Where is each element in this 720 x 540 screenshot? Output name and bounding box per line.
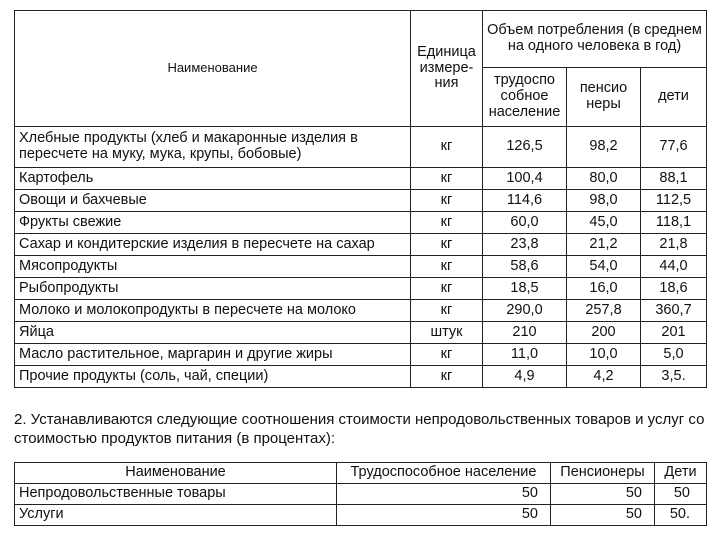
children-value: 118,1 — [641, 212, 707, 234]
working-value: 11,0 — [483, 344, 567, 366]
children-value: 360,7 — [641, 300, 707, 322]
children-value: 3,5. — [641, 366, 707, 388]
children-value: 21,8 — [641, 234, 707, 256]
unit-cell: кг — [411, 344, 483, 366]
children-header: дети — [641, 68, 707, 127]
product-name: Сахар и кондитерские изделия в пересчете на сахар — [15, 234, 411, 256]
working-value: 114,6 — [483, 190, 567, 212]
children-value: 201 — [641, 322, 707, 344]
pensioners-value: 21,2 — [567, 234, 641, 256]
working-value: 100,4 — [483, 168, 567, 190]
table-row — [15, 300, 707, 322]
working-value: 4,9 — [483, 366, 567, 388]
table-row — [15, 366, 707, 388]
name-column-header: Наименование — [15, 11, 411, 127]
table-row — [15, 127, 707, 168]
table-row — [15, 190, 707, 212]
ratio-paragraph: 2. Устанавливаются следующие соотношения стоимости непродовольственных товаров и услуг со стоимостью продуктов питания (в процентах): — [14, 411, 705, 447]
consumption-table-header — [15, 11, 707, 68]
product-name: Молоко и молокопродукты в пересчете на молоко — [15, 300, 411, 322]
product-name: Фрукты свежие — [15, 212, 411, 234]
unit-column-header: Единица измере-ния — [411, 11, 483, 127]
working-value: 50 — [337, 505, 551, 526]
product-name: Мясопродукты — [15, 256, 411, 278]
children-value: 50. — [655, 505, 707, 526]
consumption-table — [14, 10, 707, 388]
product-name: Картофель — [15, 168, 411, 190]
table-row — [15, 278, 707, 300]
working-population-header: Трудоспособное население — [337, 463, 551, 484]
category-name: Непродовольственные товары — [15, 484, 337, 505]
unit-cell: кг — [411, 212, 483, 234]
pensioners-value: 200 — [567, 322, 641, 344]
pensioners-value: 80,0 — [567, 168, 641, 190]
pensioners-header: Пенсионеры — [551, 463, 655, 484]
table-row — [15, 212, 707, 234]
cost-ratio-table-header — [15, 463, 707, 484]
table-row — [15, 322, 707, 344]
product-name: Хлебные продукты (хлеб и макаронные изделия в пересчете на муку, мука, крупы, бобовые) — [15, 127, 411, 168]
pensioners-value: 10,0 — [567, 344, 641, 366]
unit-cell: кг — [411, 168, 483, 190]
table-row — [15, 344, 707, 366]
product-name: Масло растительное, маргарин и другие жиры — [15, 344, 411, 366]
table-row — [15, 234, 707, 256]
children-value: 44,0 — [641, 256, 707, 278]
product-name: Овощи и бахчевые — [15, 190, 411, 212]
unit-cell: кг — [411, 300, 483, 322]
consumption-column-header: Объем потребления (в среднем на одного человека в год) — [483, 11, 707, 68]
unit-cell: кг — [411, 256, 483, 278]
table-row — [15, 484, 707, 505]
working-value: 50 — [337, 484, 551, 505]
working-value: 60,0 — [483, 212, 567, 234]
pensioners-value: 98,2 — [567, 127, 641, 168]
unit-cell: кг — [411, 278, 483, 300]
product-name: Рыбопродукты — [15, 278, 411, 300]
children-header: Дети — [655, 463, 707, 484]
product-name: Прочие продукты (соль, чай, специи) — [15, 366, 411, 388]
working-value: 210 — [483, 322, 567, 344]
children-value: 77,6 — [641, 127, 707, 168]
working-population-header: трудоспо собное население — [483, 68, 567, 127]
unit-cell: штук — [411, 322, 483, 344]
working-value: 290,0 — [483, 300, 567, 322]
pensioners-value: 98,0 — [567, 190, 641, 212]
children-value: 88,1 — [641, 168, 707, 190]
name-column-header: Наименование — [15, 463, 337, 484]
pensioners-header: пенсио неры — [567, 68, 641, 127]
working-value: 18,5 — [483, 278, 567, 300]
working-value: 23,8 — [483, 234, 567, 256]
pensioners-value: 50 — [551, 484, 655, 505]
table-row — [15, 256, 707, 278]
working-value: 126,5 — [483, 127, 567, 168]
cost-ratio-table — [14, 462, 707, 526]
unit-cell: кг — [411, 127, 483, 168]
product-name: Яйца — [15, 322, 411, 344]
unit-cell: кг — [411, 366, 483, 388]
children-value: 18,6 — [641, 278, 707, 300]
table-row — [15, 505, 707, 526]
unit-cell: кг — [411, 234, 483, 256]
working-value: 58,6 — [483, 256, 567, 278]
pensioners-value: 45,0 — [567, 212, 641, 234]
children-value: 50 — [655, 484, 707, 505]
children-value: 112,5 — [641, 190, 707, 212]
unit-cell: кг — [411, 190, 483, 212]
category-name: Услуги — [15, 505, 337, 526]
pensioners-value: 16,0 — [567, 278, 641, 300]
pensioners-value: 50 — [551, 505, 655, 526]
children-value: 5,0 — [641, 344, 707, 366]
pensioners-value: 257,8 — [567, 300, 641, 322]
pensioners-value: 54,0 — [567, 256, 641, 278]
pensioners-value: 4,2 — [567, 366, 641, 388]
table-row — [15, 168, 707, 190]
